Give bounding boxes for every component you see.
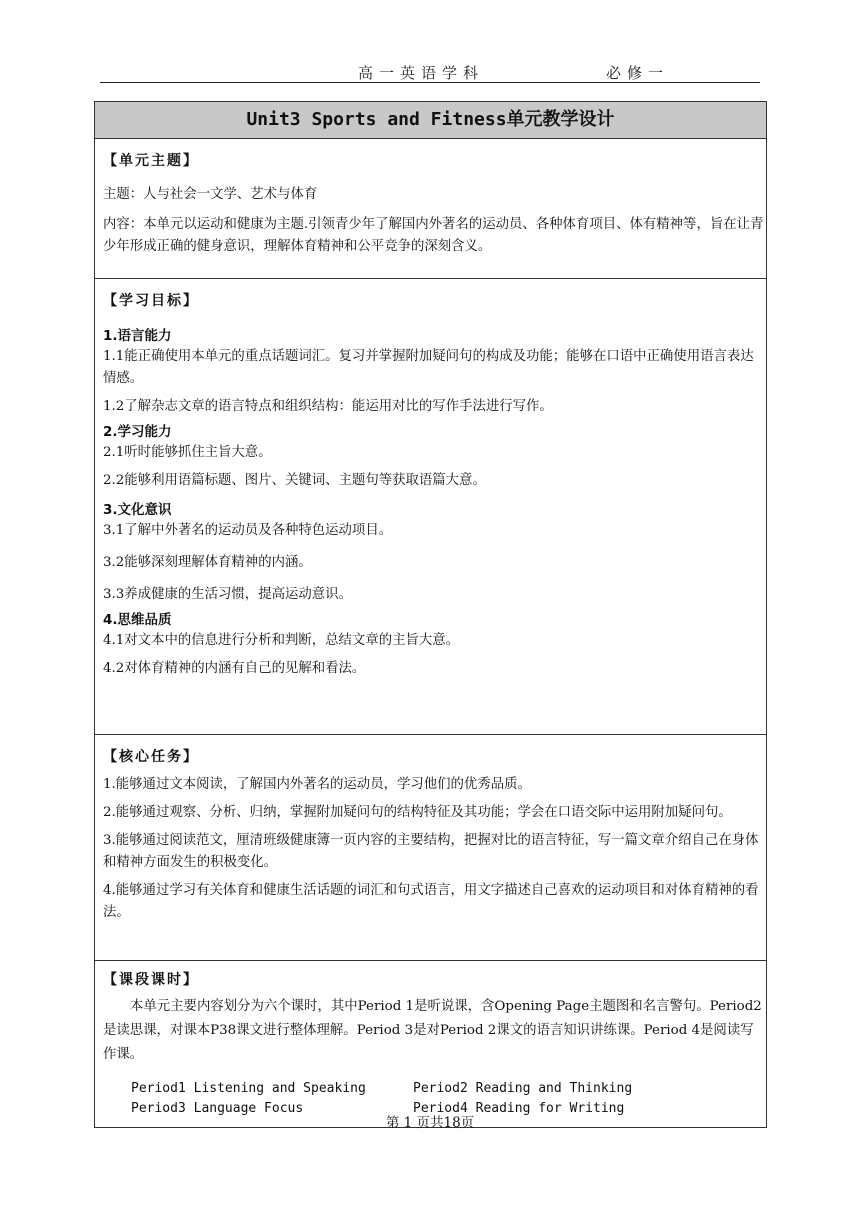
theme-topic: 主题：人与社会一文学、艺术与体育 (103, 187, 318, 202)
lesson-plan-table (94, 101, 767, 1128)
page-header (100, 62, 760, 83)
objective-item: 3.2能够深刻理解体育精神的内涵。 (103, 555, 312, 570)
objective-group-title: 2.学习能力 (103, 424, 172, 440)
document-title: Unit3 Sports and Fitness单元教学设计 (95, 102, 766, 139)
periods-intro: 本单元主要内容划分为六个课时，其中Period 1是听说课，含Opening Page主题图和名言警句。Period2是读思课，对课本P38课文进行整体理解。Period 3是对Period 2课文的语言知识讲练课。Period 4是阅读写作课。 (103, 999, 762, 1062)
task-item: 1.能够通过文本阅读，了解国内外著名的运动员，学习他们的优秀品质。 (103, 777, 531, 792)
objective-group-title: 1.语言能力 (103, 328, 172, 344)
period-item: Period3 Language Focus (131, 1101, 304, 1116)
objective-item: 2.2能够利用语篇标题、图片、关键词、主题句等获取语篇大意。 (103, 473, 486, 488)
periods-section (95, 969, 766, 1127)
task-item: 4.能够通过学习有关体育和健康生活话题的词汇和句式语言，用文字描述自己喜欢的运动项目和对体育精神的看法。 (103, 883, 759, 920)
objective-item: 4.2对体育精神的内涵有自己的见解和看法。 (103, 661, 366, 676)
header-volume: 必修一 (606, 64, 670, 82)
section-heading: 【核心任务】 (103, 749, 199, 765)
task-item: 2.能够通过观察、分析、归纳，掌握附加疑问句的结构特征及其功能；学会在口语交际中运用附加疑问句。 (103, 805, 732, 820)
period-item: Period1 Listening and Speaking (131, 1081, 366, 1096)
objective-item: 1.2了解杂志文章的语言特点和组织结构：能运用对比的写作手法进行写作。 (103, 399, 553, 414)
unit-theme-section (95, 150, 766, 279)
objective-item: 3.1了解中外著名的运动员及各种特色运动项目。 (103, 523, 393, 538)
period-item: Period2 Reading and Thinking (413, 1081, 633, 1096)
objective-group-title: 3.文化意识 (103, 502, 172, 518)
objective-item: 2.1听时能够抓住主旨大意。 (103, 445, 272, 460)
learning-objectives-section (95, 290, 766, 735)
objective-item: 4.1对文本中的信息进行分析和判断，总结文章的主旨大意。 (103, 633, 460, 648)
objective-item: 3.3养成健康的生活习惯，提高运动意识。 (103, 587, 352, 602)
core-tasks-section (95, 746, 766, 961)
header-subject: 高一英语学科 (358, 64, 485, 82)
section-heading: 【单元主题】 (103, 153, 199, 169)
task-item: 3.能够通过阅读范文，厘清班级健康簿一页内容的主要结构，把握对比的语言特征，写一篇文章介绍自己在身体和精神方面发生的积极变化。 (103, 833, 759, 870)
period-item: Period4 Reading for Writing (413, 1101, 625, 1116)
objective-item: 1.1能正确使用本单元的重点话题词汇。复习并掌握附加疑问句的构成及功能；能够在口语中正确使用语言表达情感。 (103, 349, 754, 386)
page-footer: 第 1 页共18页 (385, 1115, 475, 1131)
section-heading: 【学习目标】 (103, 293, 199, 309)
section-heading: 【课段课时】 (103, 972, 199, 988)
theme-content: 内容：本单元以运动和健康为主题.引领青少年了解国内外著名的运动员、各种体育项目、体有精神等，旨在让青少年形成正确的健身意识，理解体育精神和公平竞争的深刻含义。 (103, 217, 764, 254)
objective-group-title: 4.思维品质 (103, 612, 172, 628)
